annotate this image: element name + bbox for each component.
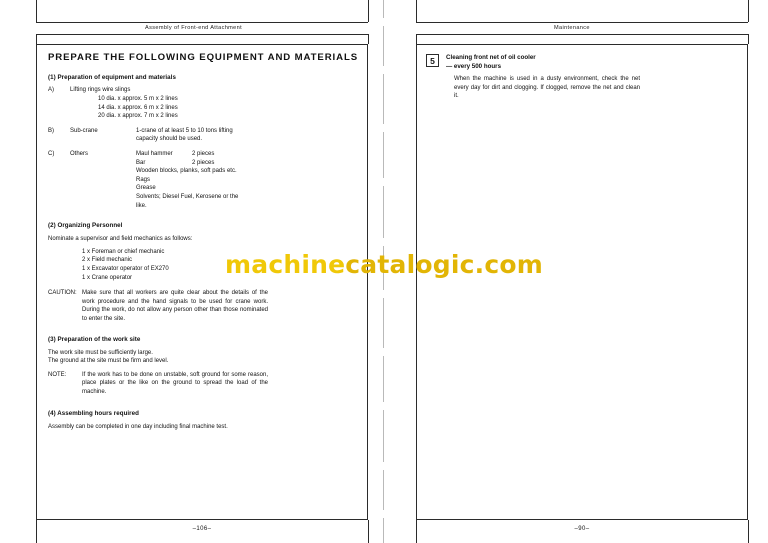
left-edge-stub-top-left [36, 0, 37, 22]
worksite-para-1: The work site must be sufficiently large. [48, 349, 153, 356]
right-edge-stub-top-right [748, 0, 749, 22]
item-a-line-2: 14 dia. x approx. 6 m x 2 lines [98, 104, 178, 111]
item-a-lead: Lifting rings wire slings [70, 86, 131, 93]
personnel-intro: Nominate a supervisor and field mechanics as follows: [48, 236, 193, 243]
left-header-rule-bottom [36, 34, 368, 35]
right-edge-stub-bottom-left [416, 520, 417, 543]
caution-label: CAUTION: [48, 290, 77, 297]
left-edge-stub-bottom-right [368, 520, 369, 543]
personnel-line-3: 1 x Excavator operator of EX270 [82, 266, 169, 272]
worksite-para-2: The ground at the site must be firm and level. [48, 358, 169, 365]
note-text: If the work has to be done on unstable, soft ground for some reason, place plates or the like on the ground to spread the load of the machine. [82, 371, 268, 395]
personnel-line-1: 1 x Foreman or chief mechanic [82, 248, 165, 255]
right-edge-stub-bottom-right [748, 520, 749, 543]
equipment-item-b [48, 127, 360, 144]
section-heading-3: (3) Preparation of the work site [48, 335, 141, 343]
left-page-number: –106– [192, 526, 212, 532]
item-mark-a: A) [48, 86, 54, 93]
item-a-line-3: 20 dia. x approx. 7 m x 2 lines [98, 113, 178, 120]
note-label: NOTE: [48, 371, 67, 378]
left-edge-stub-mid-right [368, 34, 369, 44]
maintenance-item-number: 5 [426, 54, 439, 67]
item-c-row-2-key: Bar [136, 159, 146, 166]
right-edge-stub-mid-left [416, 34, 417, 44]
section-heading-1: (1) Preparation of equipment and materials [48, 73, 176, 81]
page-title: PREPARE THE FOLLOWING EQUIPMENT AND MATERIALS [48, 52, 359, 63]
note-block [48, 371, 360, 397]
item-b-line-1: 1-crane of at least 5 to 10 tons lifting [136, 127, 233, 134]
right-page-header: Maintenance [554, 25, 590, 31]
section-heading-4: (4) Assembling hours required [48, 409, 139, 417]
item-mark-b: B) [48, 127, 54, 134]
caution-text: Make sure that all workers are quite clear about the details of the work procedure and the hand signals to be used for crane work. During the work, do not allow any person other than those nominated to enter the site. [82, 290, 268, 322]
item-c-row-3: Wooden blocks, planks, soft pads etc. [136, 168, 237, 175]
item-c-row-6: Solvents; Diesel Fuel, Kerosene or the [136, 194, 239, 201]
item-c-row-2 [136, 159, 360, 168]
right-edge-stub-mid-right [748, 34, 749, 44]
maintenance-item-title-line1: Cleaning front net of oil cooler [446, 54, 536, 61]
item-mark-c: C) [48, 151, 55, 158]
section-heading-2: (2) Organizing Personnel [48, 222, 123, 230]
item-c-row-1-value: 2 pieces [192, 151, 215, 158]
right-page-content [426, 52, 738, 101]
item-c-row-2-value: 2 pieces [192, 159, 215, 166]
right-header-rule [416, 22, 748, 23]
equipment-item-c [48, 150, 360, 210]
item-b-line-2: capacity should be used. [136, 136, 203, 143]
item-b-label: Sub-crane [70, 127, 98, 134]
right-edge-stub-top-left [416, 0, 417, 22]
item-c-row-5: Grease [136, 185, 156, 192]
maintenance-item-body: When the machine is used in a dusty environment, check the net every day for dirt and clogging. If clogged, remove the net and clean it. [454, 76, 640, 100]
item-c-row-7: like. [136, 202, 147, 209]
item-c-row-1 [136, 150, 360, 159]
left-page-header: Assembly of Front-end Attachment [145, 25, 243, 31]
item-c-row-4: Rags [136, 176, 151, 183]
watermark-part-2: catalogic.com [345, 250, 543, 279]
maintenance-item-5 [426, 54, 738, 101]
equipment-item-a [48, 86, 360, 121]
personnel-line-2: 2 x Field mechanic [82, 257, 133, 264]
left-edge-stub-bottom-left [36, 520, 37, 543]
maintenance-item-title-line2: — every 500 hours [446, 62, 502, 70]
personnel-line-4: 1 x Crane operator [82, 274, 133, 281]
left-edge-stub-top-right [368, 0, 369, 22]
left-edge-stub-mid-left [36, 34, 37, 44]
caution-block [48, 289, 360, 323]
left-page-content [48, 52, 360, 435]
right-content-frame [416, 44, 748, 520]
right-header-rule-bottom [416, 34, 748, 35]
assembly-hours-text: Assembly can be completed in one day including final machine test. [48, 423, 228, 430]
item-c-label: Others [70, 151, 89, 158]
left-header-rule [36, 22, 368, 23]
right-page [384, 0, 768, 543]
watermark-part-1: machine [225, 250, 346, 279]
right-page-number: –90– [574, 526, 590, 532]
item-a-line-1: 10 dia. x approx. 5 m x 2 lines [98, 96, 178, 103]
binding-gutter [383, 0, 385, 543]
item-c-row-1-key: Maul hammer [136, 151, 173, 158]
